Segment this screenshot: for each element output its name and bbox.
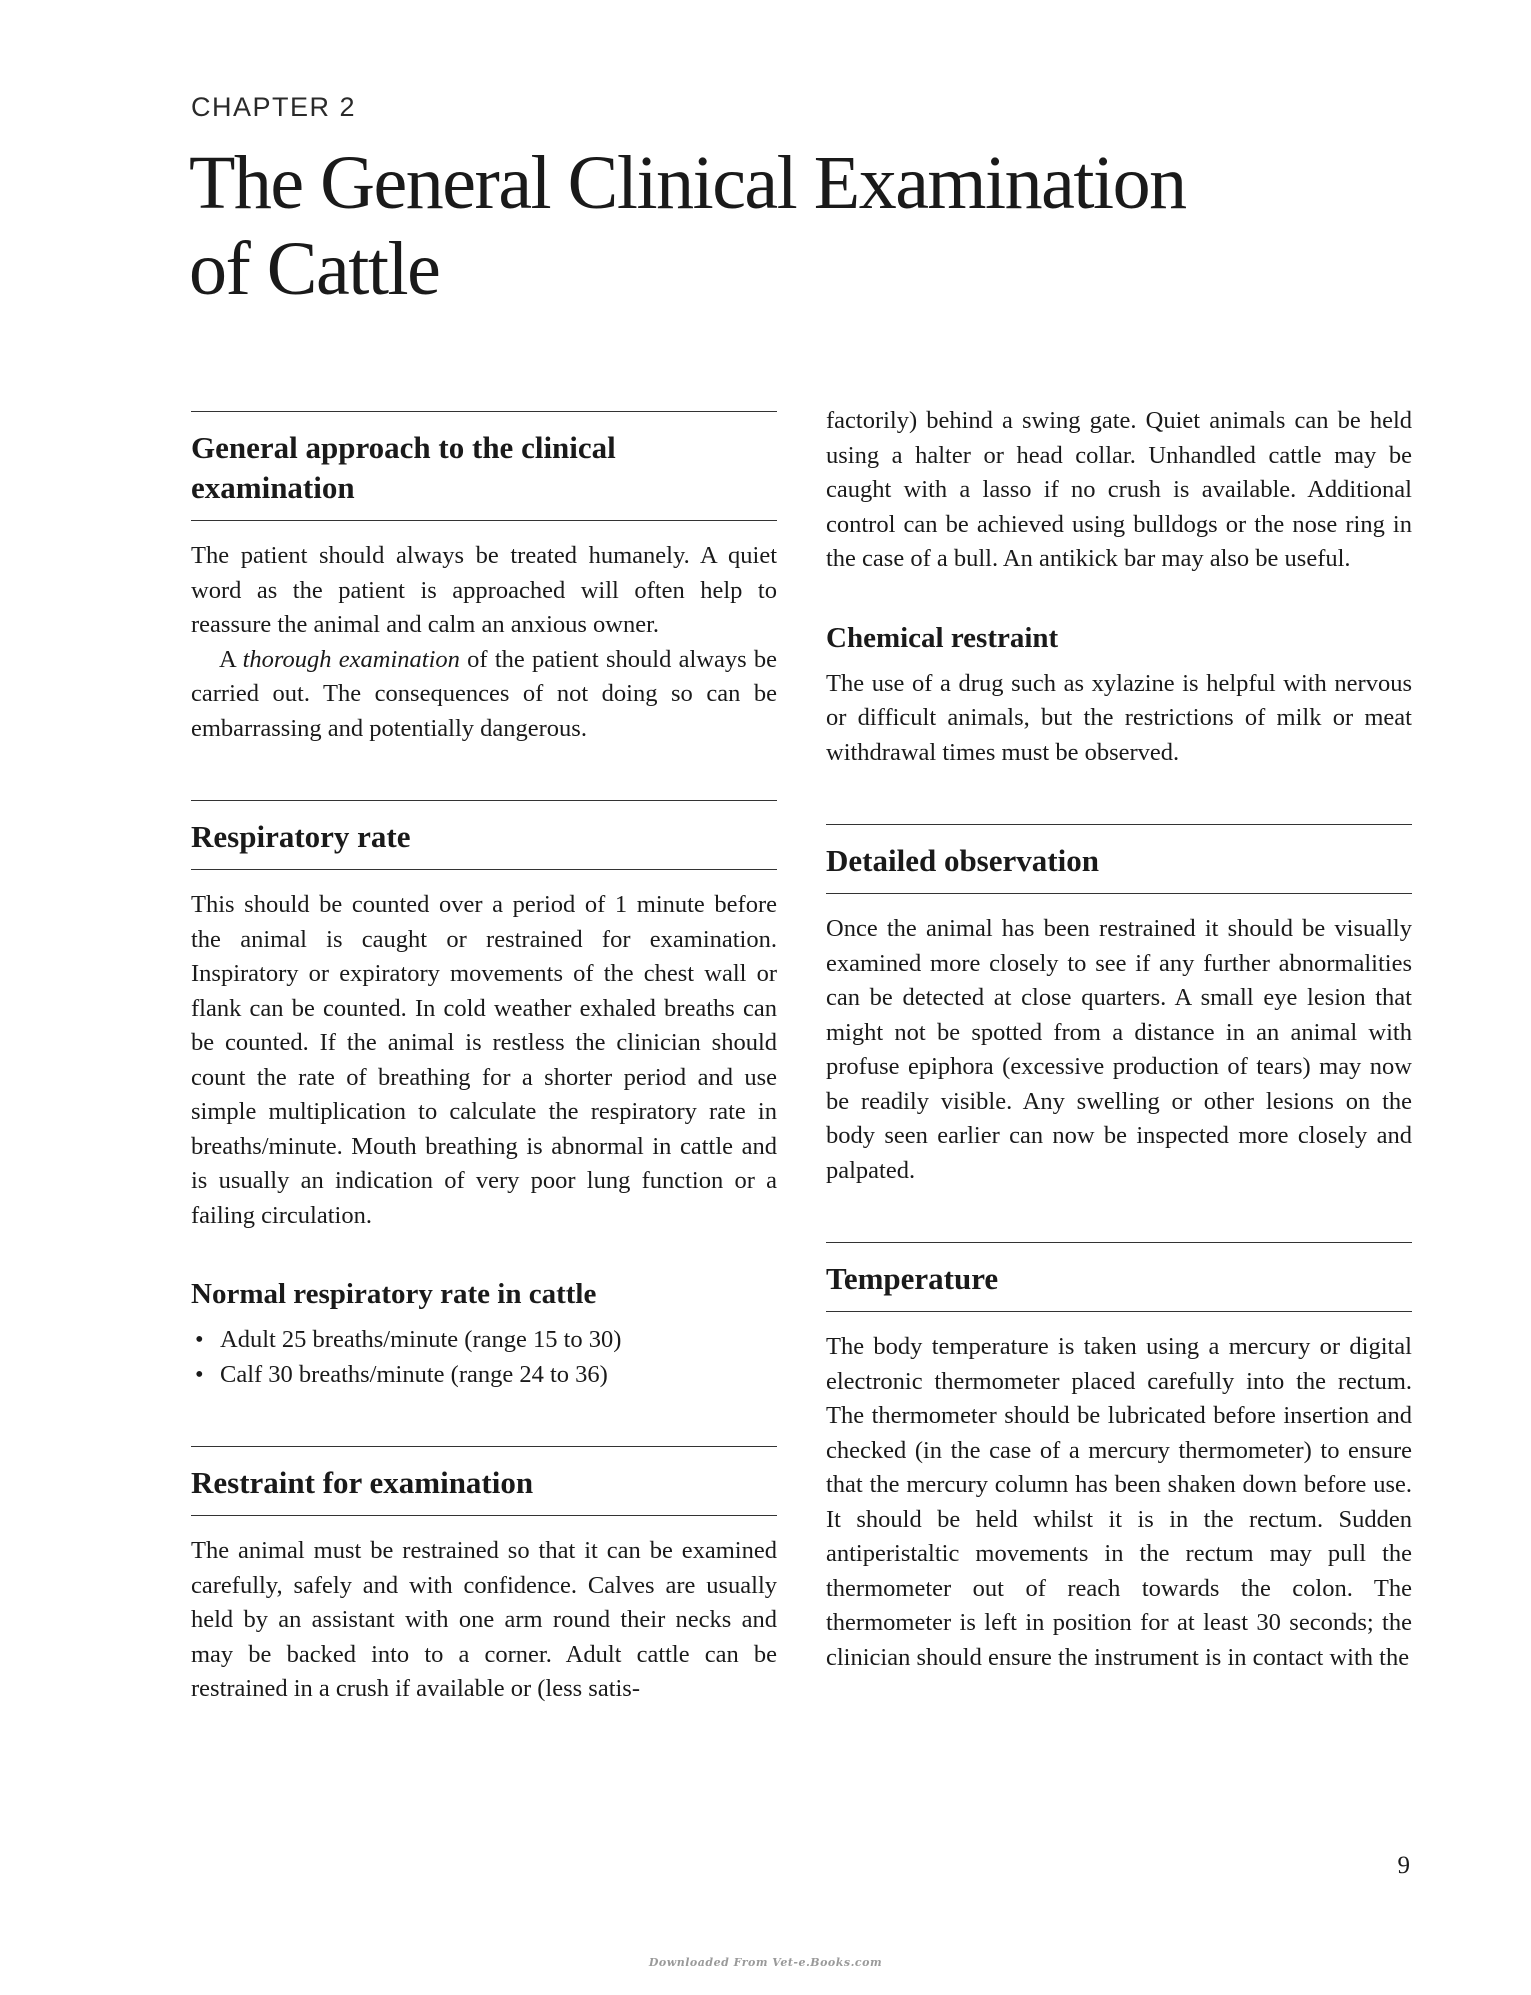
section-rule bbox=[191, 1515, 777, 1516]
heading-detailed-observation: Detailed observation bbox=[826, 843, 1099, 878]
heading-restraint: Restraint for examination bbox=[191, 1465, 534, 1500]
chapter-title bbox=[189, 140, 1339, 312]
general-approach-paragraph-2: A thorough examination of the patient should always be carried out. The consequences of not doing so can be embarrassing and potentially dangerous. bbox=[191, 645, 777, 742]
chapter-title-line1: The General Clinical Examination bbox=[189, 141, 1186, 225]
chemical-restraint-paragraph: The use of a drug such as xylazine is helpful with nervous or difficult animals, but the restrictions of milk or meat withdrawal times must be observed. bbox=[826, 669, 1412, 766]
list-item: • Calf 30 breaths/minute (range 24 to 36) bbox=[191, 1358, 777, 1393]
watermark: Downloaded From Vet-e.Books.com bbox=[648, 1956, 883, 1969]
respiratory-rate-paragraph: This should be counted over a period of 1 minute before the animal is caught or restrained for examination. Inspiratory or expiratory movements of the chest wall or flank can be counted. In cold weather exhaled breaths can be counted. If the animal is restless the clinician should count the rate of breathing for a shorter period and use simple multiplication to calculate the respiratory rate in breaths/minute. Mouth breathing is abnormal in cattle and is usually an indication of very poor lung function or a failing circulation. bbox=[191, 891, 777, 1229]
normal-rate-list bbox=[191, 1323, 777, 1392]
heading-chemical-restraint: Chemical restraint bbox=[826, 621, 1059, 654]
heading-respiratory-rate: Respiratory rate bbox=[191, 819, 411, 854]
section-rule bbox=[191, 520, 777, 521]
section-rule bbox=[191, 869, 777, 870]
chapter-title-line2: of Cattle bbox=[189, 227, 440, 311]
chapter-label: CHAPTER 2 bbox=[191, 92, 357, 122]
heading-normal-respiratory-rate: Normal respiratory rate in cattle bbox=[191, 1278, 597, 1310]
heading-general-approach: General approach to the clinical examination bbox=[191, 430, 616, 505]
general-approach-paragraph-1: The patient should always be treated humanely. A quiet word as the patient is approached will often help to reassure the animal and calm an anxious owner. bbox=[191, 542, 777, 638]
detailed-observation-paragraph: Once the animal has been restrained it should be visually examined more closely to see if any further abnormalities can be detected at close quarters. A small eye lesion that might not be spotted from a distance in an animal with profuse epiphora (excessive production of tears) may now be readily visible. Any swelling or other lesions on the body seen earlier can now be inspected more closely and palpated. bbox=[826, 915, 1412, 1184]
left-column bbox=[191, 411, 777, 1707]
temperature-paragraph: The body temperature is taken using a mercury or digital electronic thermometer placed carefully into the rectum. The thermometer should be lubricated before insertion and checked (in the case of a mercury thermometer) to ensure that the mercury column has been shaken down before use. It should be held whilst it is in the rectum. Sudden antiperistaltic movements in the rectum may pull the thermometer out of reach towards the colon. The thermometer is left in position for at least 30 seconds; the clinician should ensure the instrument is in contact with the bbox=[826, 1333, 1412, 1671]
restraint-paragraph: The animal must be restrained so that it can be examined carefully, safely and with confidence. Calves are usually held by an assistant with one arm round their necks and may be backed into to a corner. Adult cattle can be restrained in a crush if available or (less satis- bbox=[191, 1537, 777, 1702]
list-item: • Adult 25 breaths/minute (range 15 to 30) bbox=[191, 1323, 777, 1358]
section-rule bbox=[826, 1311, 1412, 1312]
section-rule bbox=[826, 893, 1412, 894]
right-column bbox=[826, 404, 1412, 1675]
emphasis-thorough-examination: thorough examination bbox=[242, 645, 460, 673]
heading-temperature: Temperature bbox=[826, 1261, 999, 1296]
restraint-continued-paragraph: factorily) behind a swing gate. Quiet animals can be held using a halter or head collar. Unhandled cattle may be caught with a lasso if no crush is available. Additional control can be achieved using bulldogs or the nose ring in the case of a bull. An antikick bar may also be useful. bbox=[826, 407, 1412, 572]
page-number: 9 bbox=[1397, 1852, 1410, 1879]
